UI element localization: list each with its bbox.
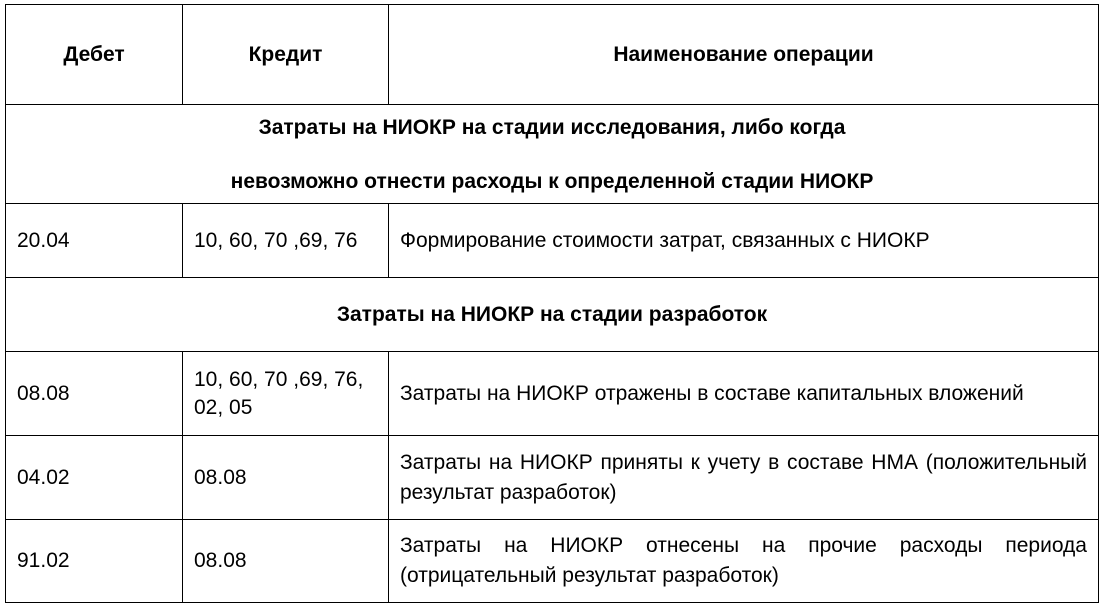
cell-debit: 20.04 bbox=[6, 204, 183, 278]
table-row bbox=[6, 204, 1099, 278]
cell-debit: 08.08 bbox=[6, 352, 183, 436]
credit-line: 10, 60, 70 ,69, 76, bbox=[194, 367, 364, 391]
postings-table bbox=[5, 4, 1099, 603]
cell-operation: Формирование стоимости затрат, связанных с НИОКР bbox=[389, 204, 1099, 278]
section-title-research bbox=[6, 105, 1099, 204]
cell-credit: 08.08 bbox=[183, 436, 389, 520]
section-row-development bbox=[6, 278, 1099, 352]
table-row bbox=[6, 436, 1099, 520]
section-title-development: Затраты на НИОКР на стадии разработок bbox=[6, 278, 1099, 352]
credit-line: 02, 05 bbox=[194, 395, 253, 419]
cell-debit: 04.02 bbox=[6, 436, 183, 520]
header-operation: Наименование операции bbox=[389, 5, 1099, 105]
cell-operation: Затраты на НИОКР приняты к учету в составе НМА (положительный результат разработок) bbox=[389, 436, 1099, 520]
cell-credit: 08.08 bbox=[183, 520, 389, 603]
cell-debit: 91.02 bbox=[6, 520, 183, 603]
header-credit: Кредит bbox=[183, 5, 389, 105]
header-row bbox=[6, 5, 1099, 105]
table-row bbox=[6, 520, 1099, 603]
cell-credit bbox=[183, 352, 389, 436]
cell-operation: Затраты на НИОКР отражены в составе капитальных вложений bbox=[389, 352, 1099, 436]
table-row bbox=[6, 352, 1099, 436]
cell-operation: Затраты на НИОКР отнесены на прочие расходы периода (отрицательный результат разработок) bbox=[389, 520, 1099, 603]
section-row-research bbox=[6, 105, 1099, 204]
section-title-line: Затраты на НИОКР на стадии исследования, либо когда bbox=[258, 115, 846, 139]
cell-credit: 10, 60, 70 ,69, 76 bbox=[183, 204, 389, 278]
section-title-line: невозможно отнести расходы к определенной стадии НИОКР bbox=[230, 169, 874, 193]
header-debit: Дебет bbox=[6, 5, 183, 105]
